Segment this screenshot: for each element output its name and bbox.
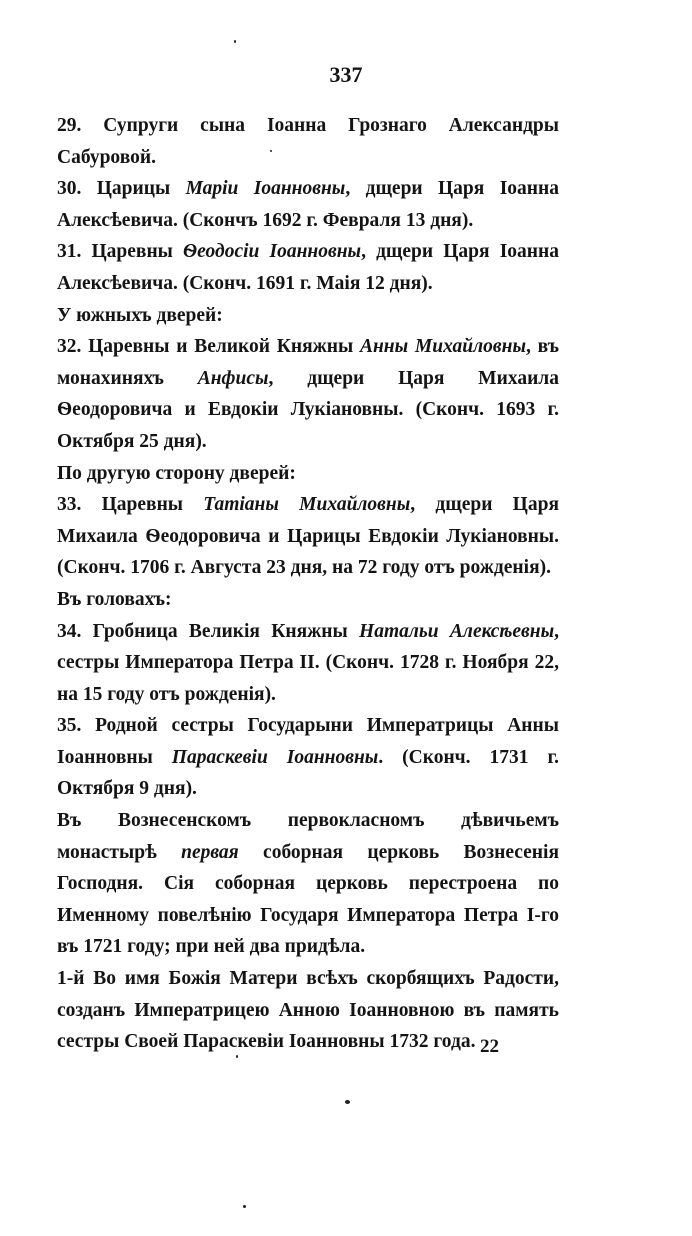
signature-mark: 22 <box>480 1036 499 1057</box>
text-run: соборная церковь Вознесенія Господня. Сія соборная церковь перестроена по Именному повелѣнію Государя Императора Петра I-го въ 1721 году; при ней два придѣла. <box>57 841 559 958</box>
text-run: Въ головахъ: <box>57 588 172 610</box>
paragraph <box>57 584 559 616</box>
paragraph <box>57 710 559 805</box>
italic-text: Татіаны Михайловны <box>203 494 411 516</box>
text-run: , сестры Императора Петра II. (Сконч. 1728 г. Ноября 22, на 15 году отъ рожденія). <box>57 620 559 705</box>
text-run: 30. Царицы <box>57 178 186 200</box>
text-run: 33. Царевны <box>57 494 204 516</box>
text-run: 29. Супруги сына Іоанна Грознаго Александры Сабуровой. <box>57 115 559 168</box>
paragraph <box>57 300 559 332</box>
paragraph <box>57 458 559 490</box>
paragraph <box>57 110 559 173</box>
text-run: , дщери Царя Михаила Ѳеодоровича и Царицы Евдокіи Лукіановны. (Сконч. 1706 г. Августа 23 дня, на 72 году отъ рожденія). <box>57 494 559 579</box>
italic-text: первая <box>181 841 239 863</box>
paragraph <box>57 331 559 457</box>
italic-text: Маріи Іоанновны <box>185 178 346 200</box>
text-run: 1-й Во имя Божія Матери всѣхъ скорбящихъ Радости, созданъ Императрицею Анною Іоанновною въ память сестры Своей Параскевіи Іоанновны 1732 года. <box>57 968 559 1053</box>
italic-text: Анны Михайловны <box>359 336 526 358</box>
text-run: 32. Царевны и Великой Княжны <box>57 336 360 358</box>
text-run: , дщери Царя Іоанна Алексѣевича. (Скончъ 1692 г. Февраля 13 дня). <box>57 178 560 231</box>
text-run: У южныхъ дверей: <box>57 304 223 326</box>
text-run: По другую сторону дверей: <box>57 462 296 484</box>
paragraph <box>57 489 559 584</box>
paragraph <box>57 236 559 299</box>
text-block <box>57 110 559 1058</box>
text-run: , въ монахиняхъ <box>57 336 559 389</box>
paragraph <box>57 173 559 236</box>
text-run: . (Сконч. 1731 г. Октября 9 дня). <box>57 746 559 800</box>
text-run: , дщери Царя Іоанна Алексѣевича. (Сконч. 1691 г. Маія 12 дня). <box>57 241 560 294</box>
italic-text: Параскевіи Іоанновны <box>171 746 379 768</box>
text-run: 31. Царевны <box>57 241 184 263</box>
italic-text: Натальи Алексѣевны <box>359 620 555 642</box>
text-run: , дщери Царя Михаила Ѳеодоровича и Евдокіи Лукіановны. (Сконч. 1693 г. Октября 25 дня). <box>57 367 559 452</box>
text-run: 34. Гробница Великія Княжны <box>57 620 360 642</box>
paragraph <box>57 805 559 963</box>
paragraph <box>57 616 559 711</box>
italic-text: Анфисы <box>197 367 269 389</box>
text-run: Въ Вознесенскомъ первокласномъ дѣвичьемъ монастырѣ <box>57 810 559 863</box>
text-run: 35. Родной сестры Государыни Императрицы Анны Іоанновны <box>57 715 559 768</box>
page-number: 337 <box>329 62 363 87</box>
italic-text: Ѳеодосіи Іоанновны <box>183 241 362 263</box>
